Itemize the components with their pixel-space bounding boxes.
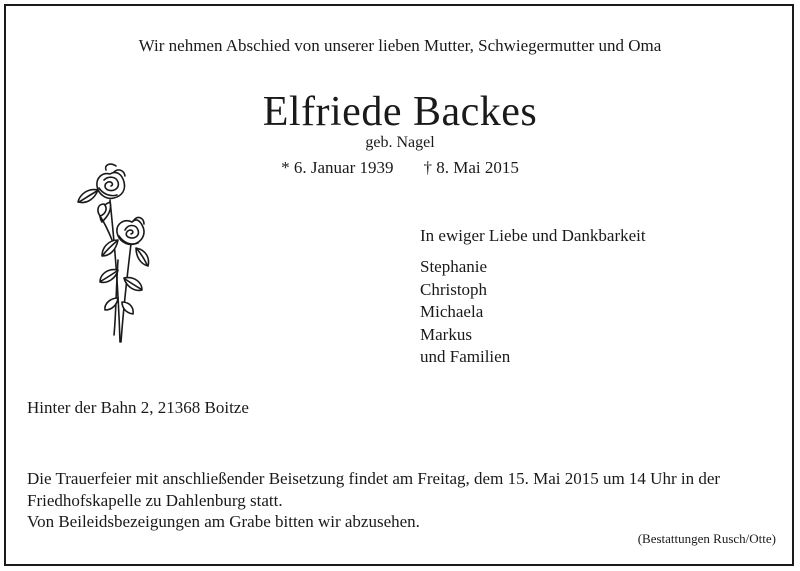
mourner-name: Michaela xyxy=(420,302,484,321)
rose-icon xyxy=(70,160,180,345)
birth-date: * 6. Januar 1939 xyxy=(281,158,394,177)
condolences-note: Von Beileidsbezeigungen am Grabe bitten wir abzusehen. xyxy=(27,512,420,531)
funeral-info: Die Trauerfeier mit anschließender Beisetzung findet am Freitag, dem 15. Mai 2015 um 14 Uhr in der Friedhofskapelle zu Dahlenburg statt. xyxy=(27,469,721,510)
deceased-name: Elfriede Backes xyxy=(262,89,538,135)
mourner-name: Christoph xyxy=(420,279,488,299)
mourners-list xyxy=(420,256,510,369)
dedication-text: In ewiger Liebe und Dankbarkeit xyxy=(420,226,646,245)
undertaker-credit: (Bestattungen Rusch/Otte) xyxy=(637,531,776,546)
death-date: † 8. Mai 2015 xyxy=(423,158,519,177)
mourner-name: und Familien xyxy=(420,347,511,366)
intro-text: Wir nehmen Abschied von unserer lieben Mutter, Schwiegermutter und Oma xyxy=(138,36,662,55)
family-address: Hinter der Bahn 2, 21368 Boitze xyxy=(27,398,249,417)
maiden-name: geb. Nagel xyxy=(365,134,435,151)
mourner-name: Markus xyxy=(420,324,472,344)
mourner-name: Stephanie xyxy=(420,257,488,276)
